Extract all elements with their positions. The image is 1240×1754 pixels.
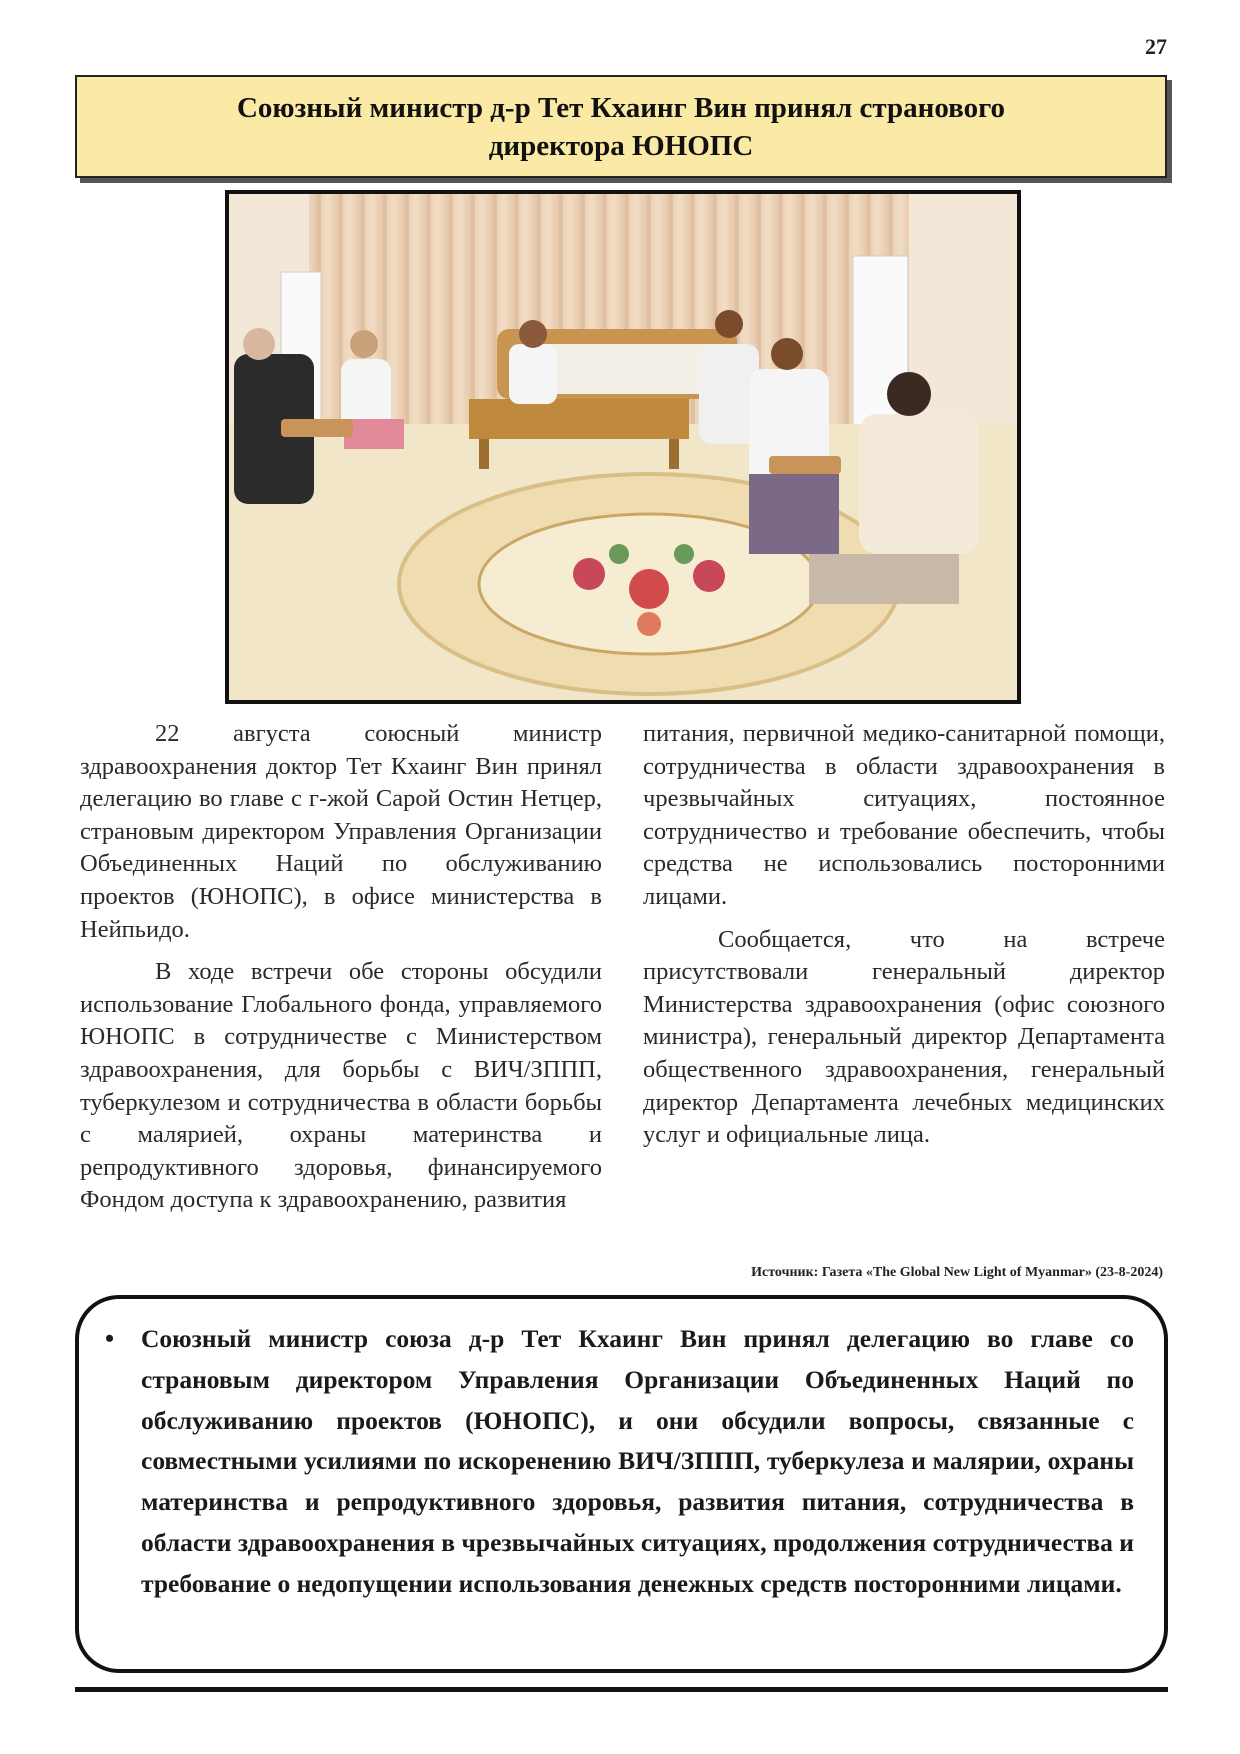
summary-item: [105, 1319, 1134, 1605]
summary-list: [79, 1299, 1164, 1605]
title-box: [75, 75, 1167, 178]
bottom-divider: [75, 1687, 1168, 1692]
article-column-left: [80, 718, 602, 1227]
article-paragraph: 22 августа союсный министр здравоохранения доктор Тет Кхаинг Вин принял делегацию во главе с г-жой Сарой Остин Нетцер, страновым директором Управления Организации Объединенных Наций по обслуживанию проектов (ЮНОПС), в офисе министерства в Нейпьидо.: [80, 720, 602, 943]
article-title: Союзный министр д-р Тет Кхаинг Вин принял странового директора ЮНОПС: [236, 91, 1006, 162]
source-citation: Источник: Газета «The Global New Light of Myanmar» (23-8-2024): [751, 1265, 1163, 1280]
page-number: 27: [1145, 34, 1167, 59]
bullet-icon: •: [105, 1324, 115, 1353]
meeting-photo-icon: [229, 194, 1017, 700]
article-column-right: [643, 718, 1165, 1162]
article-paragraph: питания, первичной медико-санитарной помощи, сотрудничества в области здравоохранения в чрезвычайных ситуациях, постоянное сотрудничество и требование обеспечить, чтобы средства не использовались посторонними лицами.: [643, 720, 1165, 910]
article-paragraph: Сообщается, что на встрече присутствовали генеральный директор Министерства здравоохранения (офис союзного министра), генеральный директор Департамента общественного здравоохранения, генеральный директор Департамента лечебных медицинских услуг и официальные лица.: [643, 925, 1165, 1149]
summary-text: Союзный министр союза д-р Тет Кхаинг Вин принял делегацию во главе со страновым директором Управления Организации Объединенных Наций по обслуживанию проектов (ЮНОПС), и они обсудили вопросы, связанные с совместными усилиями по искоренению ВИЧ/ЗППП, туберкулеза и малярии, охраны материнства и репродуктивного здоровья, развития питания, сотрудничества в области здравоохранения в чрезвычайных ситуациях, продолжения сотрудничества и требование о недопущении использования денежных средств посторонними лицами.: [141, 1324, 1134, 1598]
article-paragraph: В ходе встречи обе стороны обсудили использование Глобального фонда, управляемого ЮНОПС в сотрудничестве с Министерством здравоохранения, для борьбы с ВИЧ/ЗППП, туберкулезом и сотрудничества в области борьбы с малярией, охраны материнства и репродуктивного здоровья, финансируемого Фондом доступа к здравоохранению, развития: [80, 958, 602, 1214]
meeting-photo: [225, 190, 1021, 704]
summary-box: [75, 1295, 1168, 1673]
